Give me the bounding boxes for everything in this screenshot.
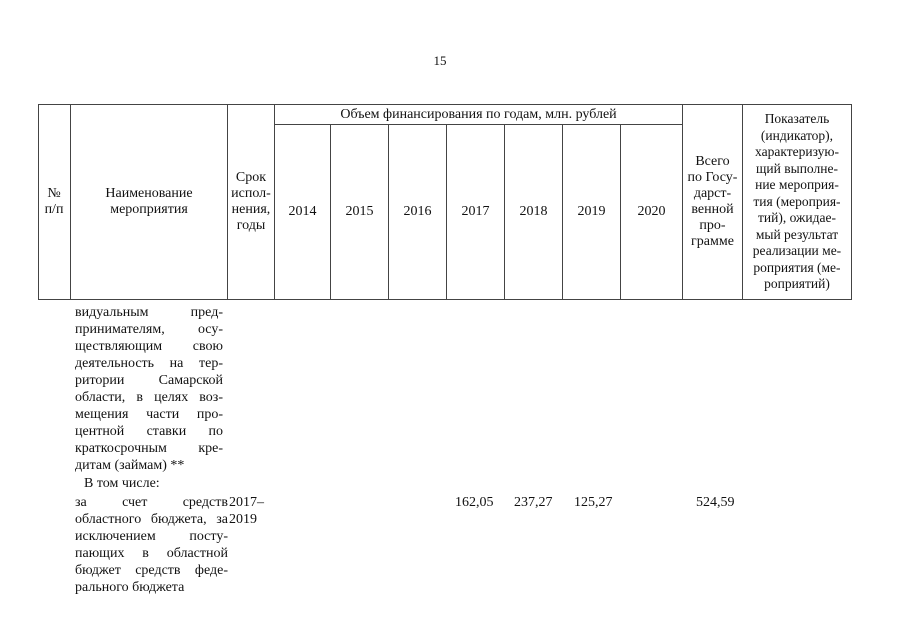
- header-year-2015: 2015: [345, 204, 374, 219]
- header-year-2018: 2018: [519, 204, 548, 219]
- header-name-cell: Наименование мероприятия: [105, 186, 193, 217]
- header-year-2016: 2016: [403, 204, 432, 219]
- row-value-2019: 125,27: [574, 495, 613, 510]
- header-year-2019: 2019: [577, 204, 606, 219]
- row-name-line: за счет средств: [75, 495, 228, 510]
- measure-name-continuation: [75, 304, 223, 474]
- continuation-line: принимателям, осу-: [75, 322, 223, 337]
- header-funding-group: Объем финансирования по годам, млн. рублей: [340, 106, 617, 122]
- continuation-line: ритории Самарской: [75, 373, 223, 388]
- continuation-line: дитам (займам) **: [75, 458, 185, 473]
- header-year-2014: 2014: [288, 204, 317, 219]
- row-value-2018: 237,27: [514, 495, 553, 510]
- continuation-line: краткосрочным кре-: [75, 441, 223, 456]
- header-indicator-cell: Показатель (индикатор), характеризую- щий выполне- ние мероприя- тия (мероприя- тий), ожидае- мый результат реализации ме- роприятия (ме- роприятий): [752, 111, 842, 292]
- row-name-line: бюджет средств феде-: [75, 563, 228, 578]
- header-number-cell: № п/п: [44, 186, 64, 217]
- header-year-2020: 2020: [637, 204, 666, 219]
- continuation-line: мещения части про-: [75, 407, 223, 422]
- continuation-line: видуальным пред-: [75, 305, 223, 320]
- page-number: 15: [433, 53, 447, 68]
- row-name-line: рального бюджета: [75, 580, 185, 595]
- subheading-including: В том числе:: [84, 476, 160, 491]
- row-name-line: областного бюджета, за: [75, 512, 228, 527]
- row-term: 2017– 2019: [229, 495, 264, 527]
- continuation-line: области, в целях воз-: [75, 390, 223, 405]
- row-total: 524,59: [696, 495, 735, 510]
- continuation-line: центной ставки по: [75, 424, 223, 439]
- header-total-cell: Всего по Госу- дарст- венной про- грамме: [687, 154, 738, 249]
- row-name-line: исключением посту-: [75, 529, 228, 544]
- continuation-line: ществляющим свою: [75, 339, 223, 354]
- continuation-line: деятельность на тер-: [75, 356, 223, 371]
- row-name-regional-budget: [75, 494, 228, 596]
- header-year-2017: 2017: [461, 204, 490, 219]
- row-name-line: пающих в областной: [75, 546, 228, 561]
- row-value-2017: 162,05: [455, 495, 494, 510]
- header-term-cell: Срок испол- нения, годы: [231, 170, 271, 233]
